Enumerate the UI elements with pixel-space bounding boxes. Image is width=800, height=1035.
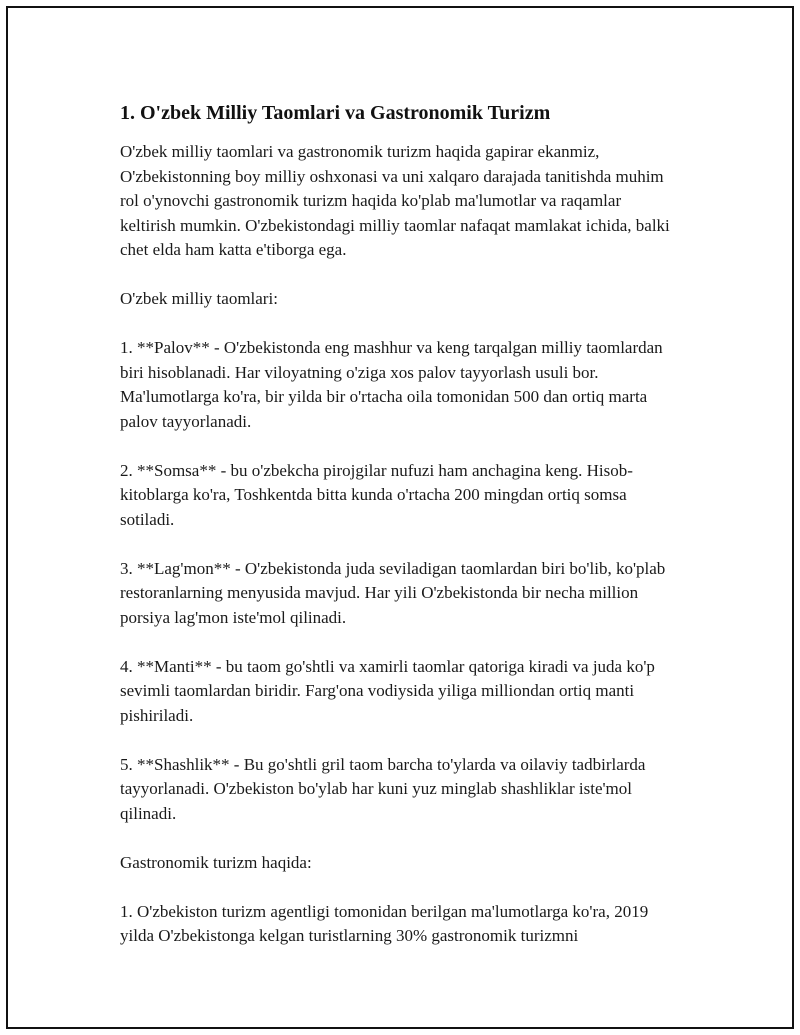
dish-item-somsa: 2. **Somsa** - bu o'zbekcha pirojgilar nufuzi ham anchagina keng. Hisob-kitoblarga ko'ra, Toshkentda bitta kunda o'rtacha 200 mingdan ortiq somsa sotiladi. — [120, 460, 633, 529]
intro-paragraph: O'zbek milliy taomlari va gastronomik turizm haqida gapirar ekanmiz, O'zbekistonning boy milliy oshxonasi va uni xalqaro darajada tanitishda muhim rol o'ynovchi gastronomik turizm haqida ko'plab ma'lumotlar va raqamlar keltirish mumkin. O'zbekistondagi milliy taomlar nafaqat mamlakat ichida, balki chet elda ham katta e'tiborga ega. — [120, 142, 670, 259]
page-frame — [6, 6, 794, 1029]
dishes-heading: O'zbek milliy taomlari: — [120, 289, 278, 308]
document-title: 1. O'zbek Milliy Taomlari va Gastronomik Turizm — [120, 102, 551, 124]
dish-item-lagmon: 3. **Lag'mon** - O'zbekistonda juda seviladigan taomlardan biri bo'lib, ko'plab restoranlarning menyusida mavjud. Har yili O'zbekistonda bir necha million porsiya lag'mon iste'mol qilinadi. — [120, 558, 666, 627]
tourism-item-1: 1. O'zbekiston turizm agentligi tomonidan berilgan ma'lumotlarga ko'ra, 2019 yilda O'zbekistonga kelgan turistlarning 30% gastronomik turizmni — [120, 901, 649, 945]
dish-item-manti: 4. **Manti** - bu taom go'shtli va xamirli taomlar qatoriga kiradi va juda ko'p sevimli taomlardan biridir. Farg'ona vodiysida yiliga milliondan ortiq manti pishiriladi. — [120, 656, 655, 725]
dish-item-palov: 1. **Palov** - O'zbekistonda eng mashhur va keng tarqalgan milliy taomlardan biri hisoblanadi. Har viloyatning o'ziga xos palov tayyorlash usuli bor. Ma'lumotlarga ko'ra, bir yilda bir o'rtacha oila tomonidan 500 dan ortiq marta palov tayyorlanadi. — [120, 338, 663, 431]
tourism-heading: Gastronomik turizm haqida: — [120, 852, 312, 872]
dish-item-shashlik: 5. **Shashlik** - Bu go'shtli gril taom barcha to'ylarda va oilaviy tadbirlarda tayyorlanadi. O'zbekiston bo'ylab har kuni yuz minglab shashliklar iste'mol qilinadi. — [120, 754, 646, 823]
document-body — [120, 100, 680, 973]
